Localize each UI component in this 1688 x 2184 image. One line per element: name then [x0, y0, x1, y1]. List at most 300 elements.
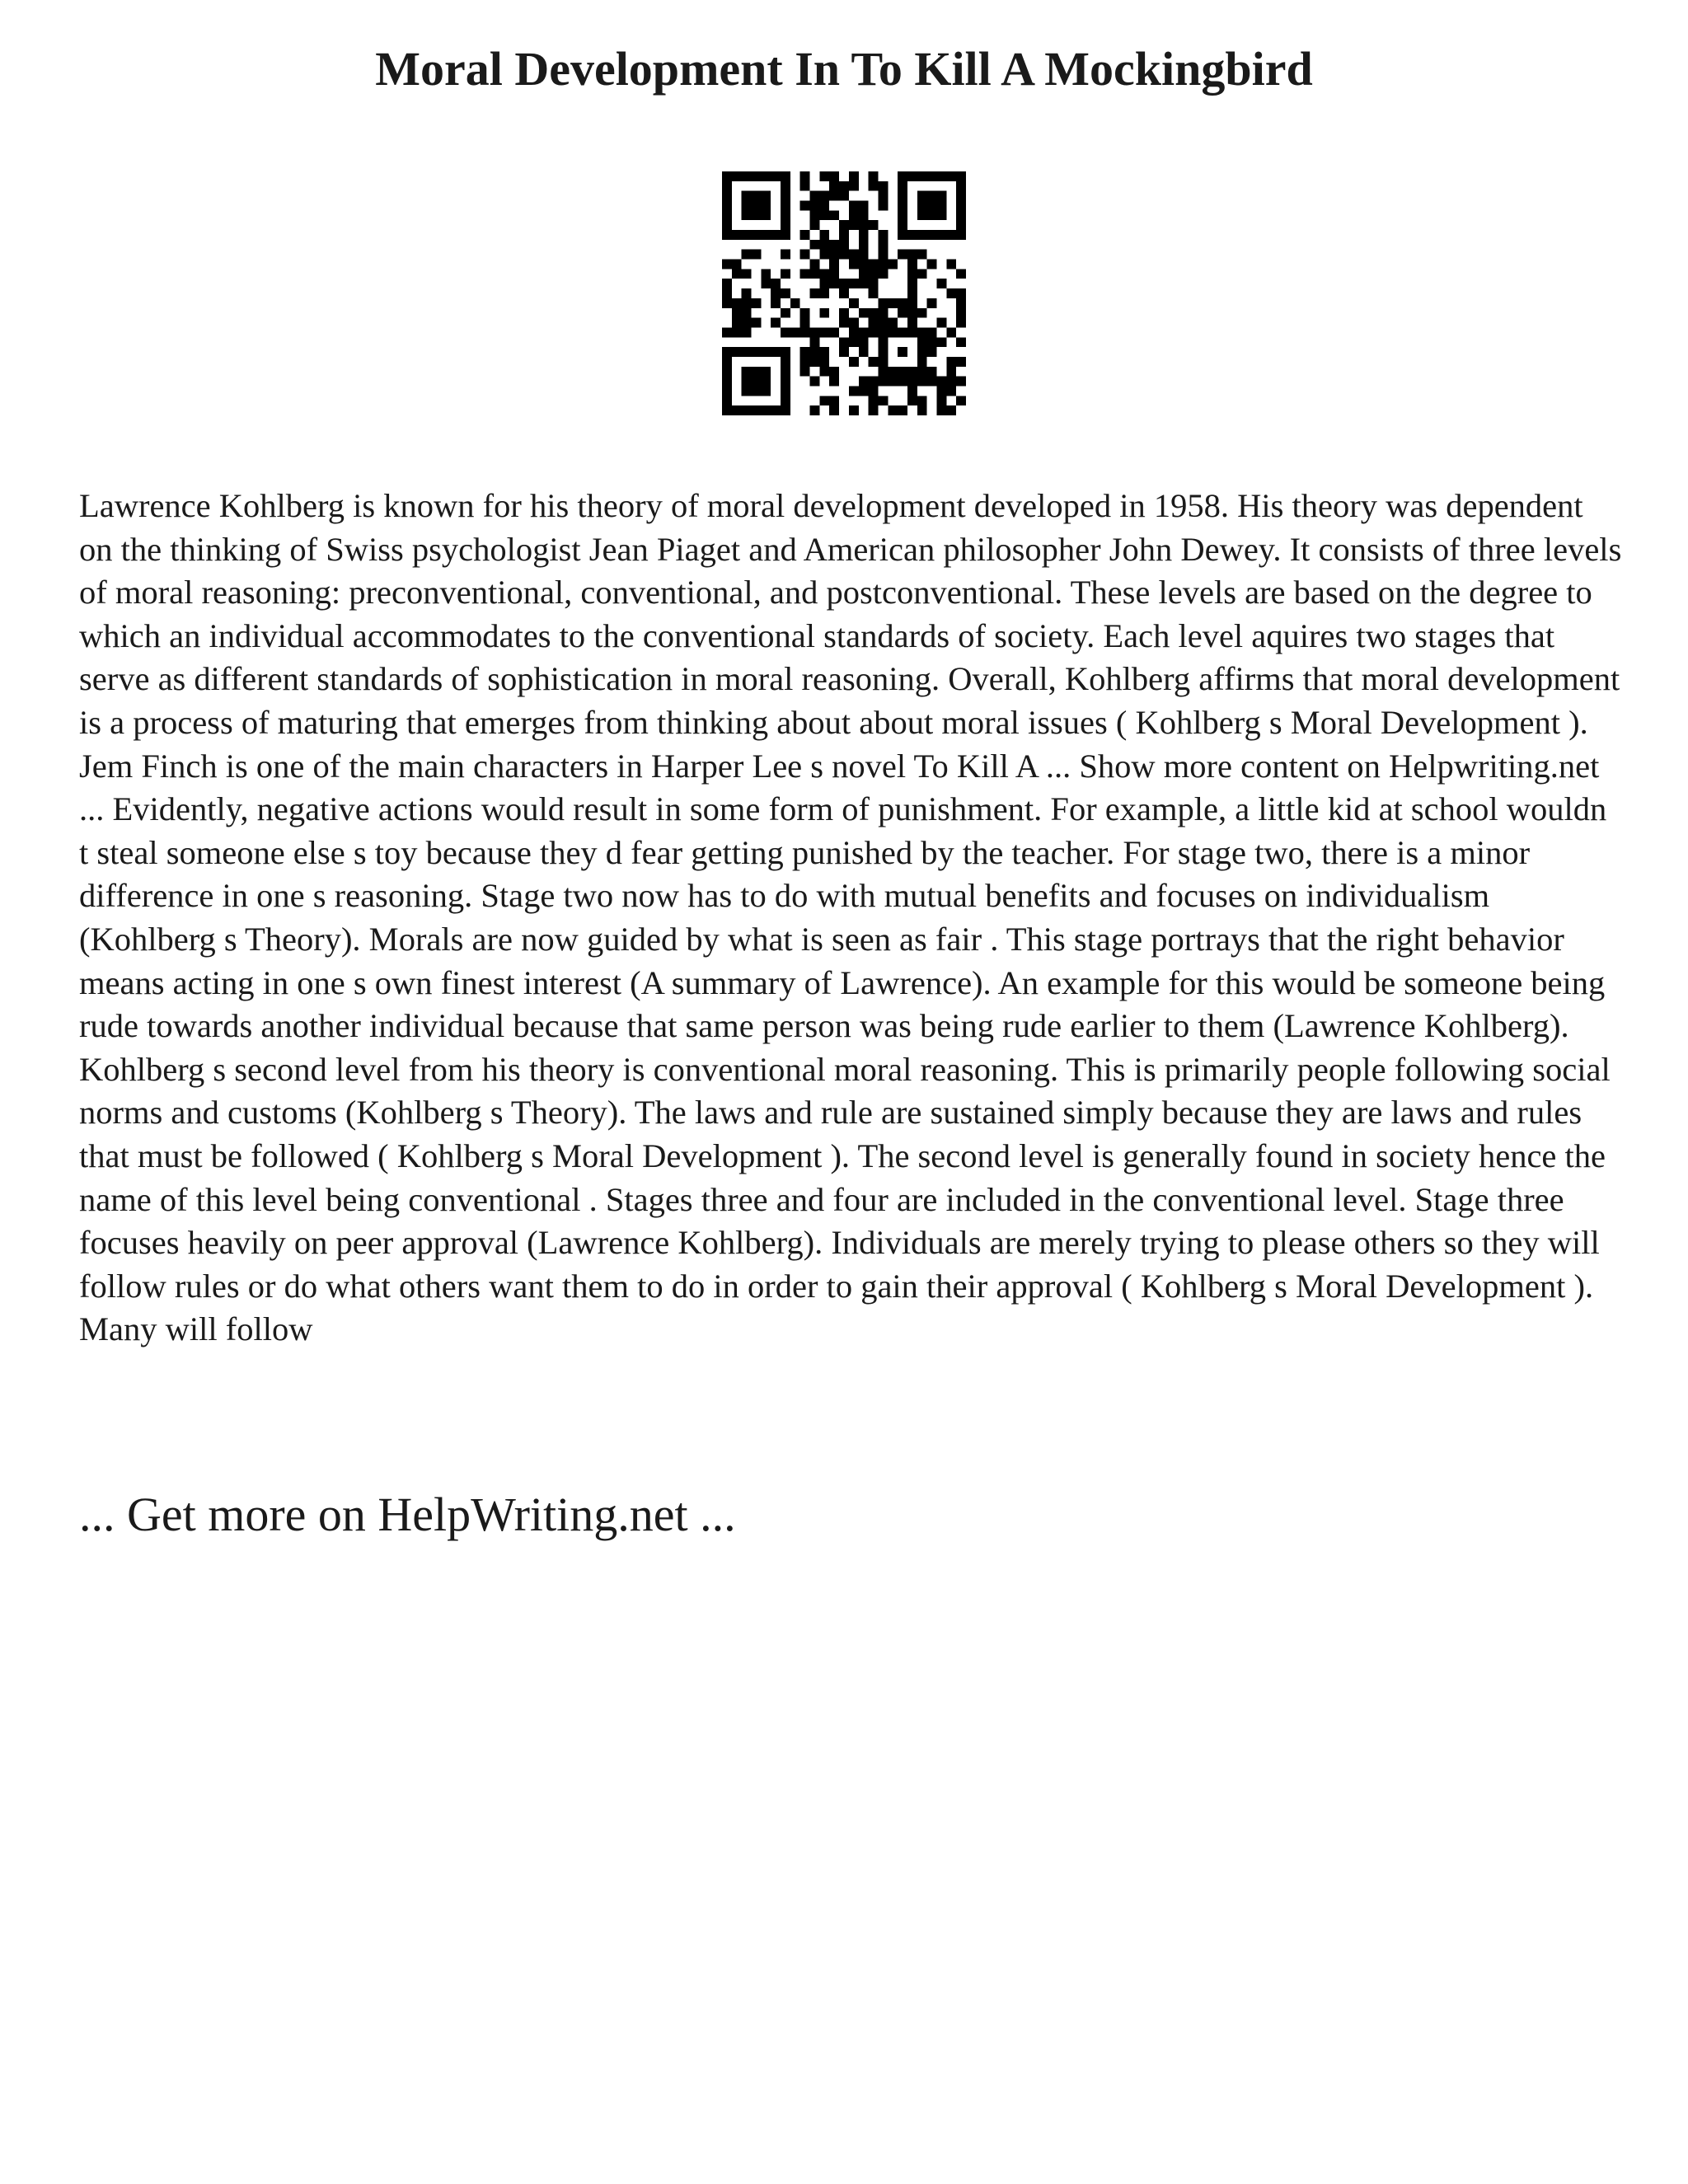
qr-module	[859, 308, 869, 318]
qr-module	[917, 308, 927, 318]
qr-module	[732, 347, 742, 357]
qr-module	[956, 357, 966, 367]
qr-module	[907, 318, 917, 328]
qr-module	[771, 405, 781, 415]
qr-module	[829, 367, 839, 377]
qr-module	[869, 318, 879, 328]
qr-module	[898, 367, 907, 377]
qr-module	[859, 386, 869, 396]
qr-module	[771, 279, 781, 288]
qr-module	[849, 210, 859, 220]
qr-module	[898, 377, 907, 387]
qr-module	[869, 377, 879, 387]
qr-module	[761, 279, 771, 288]
qr-module	[810, 260, 820, 269]
qr-module	[742, 210, 752, 220]
qr-module	[956, 396, 966, 405]
qr-module	[936, 279, 946, 288]
qr-module	[829, 269, 839, 279]
qr-module	[898, 220, 907, 230]
qr-module	[946, 327, 956, 337]
qr-module	[936, 396, 946, 405]
qr-module	[742, 171, 752, 181]
qr-module	[761, 367, 771, 377]
qr-module	[742, 386, 752, 396]
qr-module	[829, 181, 839, 191]
qr-module	[878, 347, 888, 357]
qr-module	[781, 210, 790, 220]
qr-module	[810, 327, 820, 337]
qr-module	[810, 210, 820, 220]
qr-module	[859, 260, 869, 269]
qr-module	[927, 337, 937, 347]
qr-module	[898, 347, 907, 357]
qr-module	[722, 201, 732, 211]
qr-module	[752, 318, 762, 328]
qr-module	[761, 230, 771, 240]
qr-module	[819, 327, 829, 337]
qr-module	[839, 191, 849, 201]
qr-module	[907, 298, 917, 308]
qr-module	[849, 337, 859, 347]
qr-module	[819, 357, 829, 367]
qr-module	[722, 260, 732, 269]
qr-module	[742, 250, 752, 260]
qr-module	[752, 210, 762, 220]
qr-module	[878, 367, 888, 377]
qr-module	[722, 327, 732, 337]
qr-module	[936, 386, 946, 396]
qr-module	[878, 327, 888, 337]
qr-module	[849, 279, 859, 288]
qr-module	[722, 347, 732, 357]
qr-module	[771, 347, 781, 357]
qr-module	[859, 210, 869, 220]
qr-module	[781, 396, 790, 405]
qr-module	[752, 250, 762, 260]
qr-module	[936, 230, 946, 240]
qr-module	[907, 327, 917, 337]
qr-module	[917, 250, 927, 260]
qr-module	[936, 191, 946, 201]
qr-module	[839, 230, 849, 240]
qr-module	[917, 347, 927, 357]
qr-module	[752, 230, 762, 240]
qr-module	[907, 230, 917, 240]
qr-module	[722, 181, 732, 191]
qr-module	[927, 210, 937, 220]
qr-module	[888, 405, 898, 415]
qr-module	[800, 327, 810, 337]
qr-module	[859, 279, 869, 288]
qr-module	[771, 318, 781, 328]
qr-module	[800, 250, 810, 260]
qr-module	[810, 220, 820, 230]
qr-module	[819, 210, 829, 220]
qr-module	[742, 269, 752, 279]
qr-module	[752, 386, 762, 396]
qr-module	[781, 308, 790, 318]
qr-module	[878, 191, 888, 201]
qr-module	[888, 260, 898, 269]
page-title: Moral Development In To Kill A Mockingbird	[375, 42, 1313, 96]
qr-module	[732, 298, 742, 308]
qr-module	[849, 201, 859, 211]
qr-module	[839, 308, 849, 318]
qr-module	[878, 240, 888, 250]
qr-module	[800, 367, 810, 377]
qr-module	[869, 279, 879, 288]
qr-module	[722, 288, 732, 298]
qr-module	[878, 201, 888, 211]
qr-module	[722, 230, 732, 240]
qr-module	[869, 386, 879, 396]
qr-module	[917, 201, 927, 211]
qr-module	[859, 269, 869, 279]
qr-module	[936, 171, 946, 181]
qr-module	[742, 327, 752, 337]
qr-module	[869, 171, 879, 181]
qr-module	[907, 260, 917, 269]
qr-module	[859, 220, 869, 230]
qr-module	[752, 377, 762, 387]
qr-module	[722, 396, 732, 405]
qr-module	[956, 230, 966, 240]
qr-module	[946, 357, 956, 367]
qr-module	[907, 269, 917, 279]
qr-module	[722, 220, 732, 230]
qr-module	[917, 357, 927, 367]
qr-module	[859, 230, 869, 240]
qr-module	[819, 269, 829, 279]
qr-module	[829, 260, 839, 269]
qr-module	[819, 201, 829, 211]
qr-module	[839, 181, 849, 191]
qr-module	[771, 288, 781, 298]
qr-module	[781, 171, 790, 181]
qr-module	[936, 337, 946, 347]
qr-module	[742, 347, 752, 357]
qr-module	[907, 308, 917, 318]
qr-module	[849, 298, 859, 308]
qr-module	[917, 327, 927, 337]
qr-module	[761, 191, 771, 201]
qr-module	[722, 171, 732, 181]
qr-module	[732, 405, 742, 415]
qr-module	[878, 260, 888, 269]
qr-module	[790, 327, 800, 337]
qr-module	[819, 308, 829, 318]
qr-module	[907, 386, 917, 396]
qr-module	[878, 308, 888, 318]
qr-module	[800, 308, 810, 318]
qr-module	[849, 386, 859, 396]
qr-module	[752, 171, 762, 181]
qr-module	[722, 191, 732, 201]
qr-module	[859, 250, 869, 260]
qr-module	[927, 230, 937, 240]
qr-module	[829, 377, 839, 387]
qr-module	[800, 357, 810, 367]
qr-module	[781, 288, 790, 298]
qr-module	[800, 201, 810, 211]
qr-module	[859, 201, 869, 211]
qr-module	[917, 171, 927, 181]
qr-module	[781, 181, 790, 191]
qr-code-icon[interactable]	[722, 171, 966, 415]
qr-module	[752, 191, 762, 201]
qr-module	[722, 386, 732, 396]
qr-module	[917, 377, 927, 387]
qr-module	[732, 230, 742, 240]
qr-module	[849, 260, 859, 269]
qr-module	[888, 327, 898, 337]
qr-module	[946, 405, 956, 415]
qr-module	[917, 405, 927, 415]
qr-module	[732, 269, 742, 279]
qr-module	[829, 327, 839, 337]
qr-module	[927, 201, 937, 211]
qr-module	[878, 298, 888, 308]
qr-module	[898, 201, 907, 211]
qr-module	[878, 181, 888, 191]
qr-module	[742, 405, 752, 415]
qr-module	[752, 347, 762, 357]
qr-module	[819, 250, 829, 260]
body-paragraph: Lawrence Kohlberg is known for his theory of moral development developed in 1958. His theory was dependent on the thinking of Swiss psychologist Jean Piaget and American philosopher John Dewey. It consists of three levels of moral reasoning: preconventional, conventional, and postconventional. These levels are based on the degree to which an individual accommodates to the conventional standards of society. Each level aquires two stages that serve as different standards of sophistication in moral reasoning. Overall, Kohlberg affirms that moral development is a process of maturing that emerges from thinking about about moral issues ( Kohlberg s Moral Development ). Jem Finch is one of the main characters in Harper Lee s novel To Kill A ... Show more content on Helpwriting.net ... Evidently, negative actions would result in some form of punishment. For example, a little kid at school wouldn t steal someone else s toy because they d fear getting punished by the teacher. For stage two, there is a minor difference in one s reasoning. Stage two now has to do with mutual benefits and focuses on individualism (Kohlberg s Theory). Morals are now guided by what is seen as fair . This stage portrays that the right behavior means acting in one s own finest interest (A summary of Lawrence). An example for this would be someone being rude towards another individual because that same person was being rude earlier to them (Lawrence Kohlberg). Kohlberg s second level from his theory is conventional moral reasoning. This is primarily people following social norms and customs (Kohlberg s Theory). The laws and rule are sustained simply because they are laws and rules that must be followed ( Kohlberg s Moral Development ). The second level is generally found in society hence the name of this level being conventional . Stages three and four are included in the conventional level. Stage three focuses heavily on peer approval (Lawrence Kohlberg). Individuals are merely trying to please others so they will follow rules or do what others want them to do in order to gain their approval ( Kohlberg s Moral Development ). Many will follow	[79, 487, 1622, 1348]
qr-module	[898, 308, 907, 318]
qr-module	[752, 405, 762, 415]
qr-module	[946, 288, 956, 298]
qr-module	[927, 171, 937, 181]
qr-module	[907, 171, 917, 181]
qr-module	[849, 220, 859, 230]
qr-module	[849, 181, 859, 191]
qr-module	[936, 210, 946, 220]
qr-module	[927, 367, 937, 377]
qr-module	[927, 377, 937, 387]
qr-module	[869, 260, 879, 269]
qr-module	[761, 386, 771, 396]
qr-module	[946, 367, 956, 377]
qr-module	[810, 191, 820, 201]
qr-module	[810, 405, 820, 415]
qr-module	[878, 250, 888, 260]
qr-module	[956, 210, 966, 220]
qr-module	[956, 308, 966, 318]
qr-module	[781, 250, 790, 260]
qr-module	[781, 357, 790, 367]
qr-module	[781, 367, 790, 377]
qr-module	[839, 220, 849, 230]
qr-module	[839, 337, 849, 347]
qr-module	[829, 171, 839, 181]
qr-module	[810, 201, 820, 211]
qr-module	[869, 288, 879, 298]
qr-module	[829, 279, 839, 288]
qr-module	[800, 181, 810, 191]
qr-module	[869, 405, 879, 415]
qr-module	[829, 210, 839, 220]
qr-module	[800, 347, 810, 357]
qr-module	[898, 327, 907, 337]
qr-module	[927, 298, 937, 308]
qr-module	[907, 377, 917, 387]
qr-module	[898, 210, 907, 220]
qr-module	[722, 405, 732, 415]
qr-module	[839, 279, 849, 288]
qr-module	[878, 318, 888, 328]
qr-module	[819, 347, 829, 357]
qr-module	[946, 386, 956, 396]
qr-module	[878, 377, 888, 387]
qr-module	[859, 377, 869, 387]
qr-module	[956, 288, 966, 298]
qr-module	[771, 298, 781, 308]
qr-module	[956, 269, 966, 279]
qr-module	[742, 201, 752, 211]
qr-module	[781, 327, 790, 337]
qr-module	[917, 337, 927, 347]
qr-module	[898, 405, 907, 415]
qr-module	[946, 230, 956, 240]
qr-module	[829, 240, 839, 250]
qr-module	[956, 201, 966, 211]
qr-module	[810, 288, 820, 298]
qr-module	[732, 327, 742, 337]
qr-module	[752, 201, 762, 211]
qr-module	[752, 298, 762, 308]
qr-module	[829, 405, 839, 415]
qr-module	[956, 181, 966, 191]
qr-module	[742, 230, 752, 240]
qr-module	[878, 357, 888, 367]
qr-module	[917, 269, 927, 279]
qr-module	[810, 377, 820, 387]
qr-module	[722, 279, 732, 288]
qr-module	[829, 396, 839, 405]
qr-module	[761, 269, 771, 279]
qr-module	[907, 367, 917, 377]
qr-module	[819, 230, 829, 240]
qr-module	[771, 230, 781, 240]
qr-module	[810, 347, 820, 357]
qr-module	[732, 308, 742, 318]
qr-module	[869, 396, 879, 405]
qr-module	[917, 367, 927, 377]
qr-module	[927, 191, 937, 201]
qr-module	[781, 405, 790, 415]
qr-module	[742, 191, 752, 201]
qr-module	[859, 347, 869, 357]
qr-module	[781, 386, 790, 396]
qr-module	[917, 191, 927, 201]
qr-module	[742, 377, 752, 387]
qr-module	[742, 298, 752, 308]
qr-module	[878, 337, 888, 347]
qr-module	[936, 377, 946, 387]
qr-module	[917, 230, 927, 240]
qr-module	[869, 308, 879, 318]
qr-module	[800, 171, 810, 181]
get-more-link[interactable]: ... Get more on HelpWriting.net ...	[79, 1488, 736, 1541]
qr-module	[869, 357, 879, 367]
qr-module	[732, 318, 742, 328]
qr-module	[956, 220, 966, 230]
qr-module	[810, 357, 820, 367]
qr-module	[927, 327, 937, 337]
qr-module	[888, 298, 898, 308]
qr-module	[819, 191, 829, 201]
qr-module	[936, 405, 946, 415]
qr-module	[761, 210, 771, 220]
qr-module	[819, 396, 829, 405]
qr-module	[819, 240, 829, 250]
qr-module	[898, 230, 907, 240]
qr-module	[907, 250, 917, 260]
qr-module	[752, 367, 762, 377]
qr-module	[859, 240, 869, 250]
qr-module	[907, 279, 917, 288]
qr-module	[869, 327, 879, 337]
qr-module	[761, 377, 771, 387]
qr-module	[742, 308, 752, 318]
qr-module	[742, 367, 752, 377]
qr-module	[907, 396, 917, 405]
qr-module	[849, 327, 859, 337]
qr-module	[810, 240, 820, 250]
qr-module	[722, 357, 732, 367]
qr-module	[781, 201, 790, 211]
qr-module	[888, 318, 898, 328]
qr-module	[829, 250, 839, 260]
qr-module	[810, 337, 820, 347]
qr-module	[956, 171, 966, 181]
qr-module	[819, 171, 829, 181]
qr-module	[849, 357, 859, 367]
qr-module	[849, 405, 859, 415]
qr-module	[936, 201, 946, 211]
qr-module	[839, 318, 849, 328]
qr-module	[819, 279, 829, 288]
qr-module	[810, 269, 820, 279]
qr-module	[839, 347, 849, 357]
qr-module	[878, 230, 888, 240]
qr-module	[869, 181, 879, 191]
qr-module	[761, 171, 771, 181]
qr-module	[722, 298, 732, 308]
qr-module	[956, 337, 966, 347]
qr-module	[878, 396, 888, 405]
qr-module	[956, 318, 966, 328]
qr-module	[888, 367, 898, 377]
qr-module	[732, 171, 742, 181]
qr-module	[761, 347, 771, 357]
qr-module	[956, 298, 966, 308]
qr-module	[781, 347, 790, 357]
qr-module	[781, 230, 790, 240]
qr-module	[819, 367, 829, 377]
qr-module	[917, 210, 927, 220]
qr-module	[849, 318, 859, 328]
qr-module	[898, 298, 907, 308]
qr-module	[898, 250, 907, 260]
qr-module	[781, 191, 790, 201]
qr-module	[839, 288, 849, 298]
qr-module	[849, 171, 859, 181]
qr-module	[781, 269, 790, 279]
qr-module	[956, 191, 966, 201]
